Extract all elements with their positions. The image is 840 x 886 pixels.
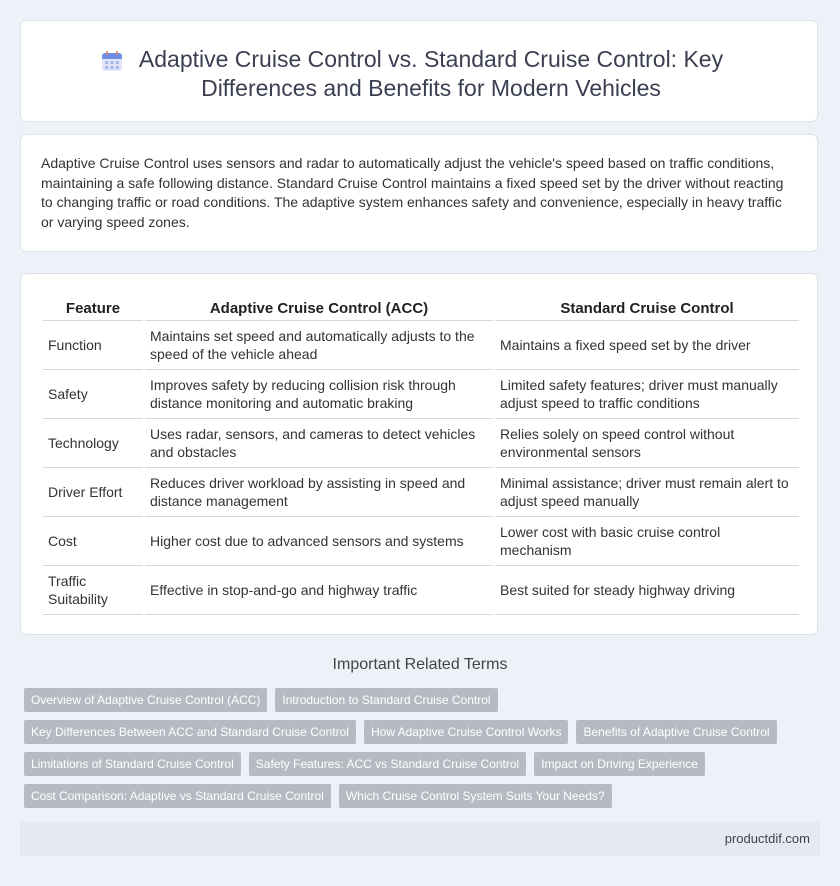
related-term-tag[interactable]: Which Cruise Control System Suits Your Needs? (339, 784, 612, 808)
related-term-tag[interactable]: Impact on Driving Experience (534, 752, 705, 776)
title-card (20, 20, 818, 122)
row-feature: Driver Effort (43, 468, 144, 517)
table-row (43, 517, 799, 566)
row-feature: Cost (43, 517, 144, 566)
tag-row (24, 752, 814, 776)
related-term-tag[interactable]: How Adaptive Cruise Control Works (364, 720, 569, 744)
calendar-icon (101, 50, 123, 72)
related-terms-title: Important Related Terms (332, 656, 508, 673)
related-term-tag[interactable]: Benefits of Adaptive Cruise Control (576, 720, 776, 744)
row-acc: Effective in stop-and-go and highway traffic (144, 566, 494, 615)
table-row (43, 370, 799, 419)
row-acc: Uses radar, sensors, and cameras to detect vehicles and obstacles (144, 419, 494, 468)
table-row (43, 468, 799, 517)
header-feature: Feature (43, 296, 144, 321)
row-acc: Improves safety by reducing collision risk through distance monitoring and automatic braking (144, 370, 494, 419)
tag-row (24, 720, 814, 744)
row-feature: Technology (43, 419, 144, 468)
table-row (43, 321, 799, 370)
related-term-tag[interactable]: Safety Features: ACC vs Standard Cruise Control (249, 752, 526, 776)
comparison-table (43, 296, 799, 615)
table-header-row (43, 296, 799, 321)
row-standard: Minimal assistance; driver must remain alert to adjust speed manually (494, 468, 799, 517)
summary-card (20, 134, 818, 252)
related-term-tag[interactable]: Limitations of Standard Cruise Control (24, 752, 241, 776)
summary-text: Adaptive Cruise Control uses sensors and radar to automatically adjust the vehicle's speed based on traffic conditions, maintaining a safe following distance. Standard Cruise Control maintains a fixed speed set by the driver without reacting to changing traffic or road conditions. The adaptive system enhances safety and convenience, especially in heavy traffic or varying speed zones. (41, 155, 784, 230)
header-standard: Standard Cruise Control (494, 296, 799, 321)
header-acc: Adaptive Cruise Control (ACC) (144, 296, 494, 321)
row-standard: Limited safety features; driver must manually adjust speed to traffic conditions (494, 370, 799, 419)
footer (20, 822, 820, 856)
related-term-tag[interactable]: Cost Comparison: Adaptive vs Standard Cruise Control (24, 784, 331, 808)
tag-row (24, 688, 814, 712)
row-acc: Higher cost due to advanced sensors and systems (144, 517, 494, 566)
row-standard: Lower cost with basic cruise control mechanism (494, 517, 799, 566)
row-standard: Best suited for steady highway driving (494, 566, 799, 615)
row-standard: Relies solely on speed control without environmental sensors (494, 419, 799, 468)
related-terms-list (24, 688, 814, 816)
related-term-tag[interactable]: Key Differences Between ACC and Standard Cruise Control (24, 720, 356, 744)
table-row (43, 566, 799, 615)
tag-row (24, 784, 814, 808)
row-standard: Maintains a fixed speed set by the driver (494, 321, 799, 370)
comparison-card (20, 273, 818, 635)
row-acc: Maintains set speed and automatically adjusts to the speed of the vehicle ahead (144, 321, 494, 370)
footer-site[interactable]: productdif.com (724, 831, 810, 846)
row-feature: Safety (43, 370, 144, 419)
row-feature: Traffic Suitability (43, 566, 144, 615)
table-row (43, 419, 799, 468)
related-term-tag[interactable]: Introduction to Standard Cruise Control (275, 688, 497, 712)
title-wrap (21, 45, 817, 103)
page-title: Adaptive Cruise Control vs. Standard Cruise Control: Key Differences and Benefits for Modern Vehicles (138, 46, 724, 101)
related-term-tag[interactable]: Overview of Adaptive Cruise Control (ACC) (24, 688, 267, 712)
row-feature: Function (43, 321, 144, 370)
row-acc: Reduces driver workload by assisting in speed and distance management (144, 468, 494, 517)
